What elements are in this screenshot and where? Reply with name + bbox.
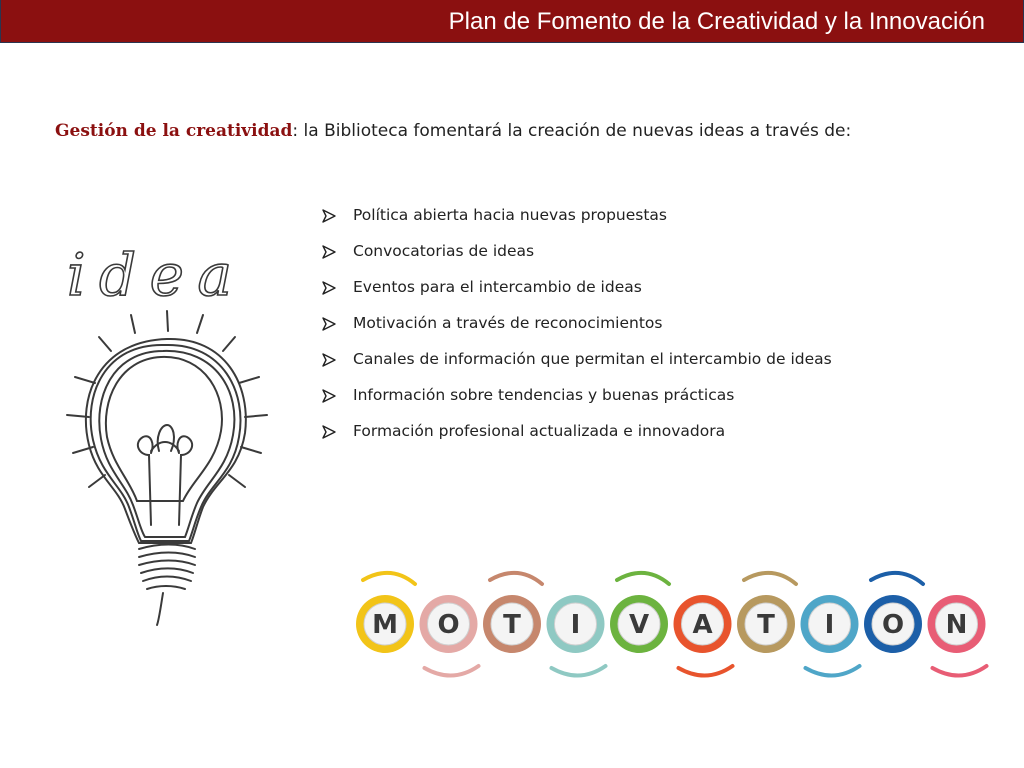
bullet-item: [322, 242, 832, 278]
bullet-text: Política abierta hacia nuevas propuestas: [353, 206, 667, 224]
motivation-letter: T: [503, 610, 521, 640]
bullet-item: [322, 386, 832, 422]
intro-line: [55, 121, 851, 141]
bullet-item: [322, 278, 832, 314]
motivation-letter-circle: [610, 573, 669, 653]
bullet-text: Eventos para el intercambio de ideas: [353, 278, 642, 296]
slide-title: Plan de Fomento de la Creatividad y la Innovación: [448, 8, 985, 35]
motivation-letter: N: [945, 610, 968, 640]
motivation-letter-circle: [420, 595, 479, 676]
bullet-text: Convocatorias de ideas: [353, 242, 535, 260]
arrowhead-bullet-icon: [322, 281, 336, 295]
arrowhead-bullet-icon: [322, 389, 336, 403]
bullet-item: [322, 350, 832, 386]
lightbulb-sketch-icon: [55, 225, 275, 635]
motivation-letter: O: [881, 610, 905, 640]
bullet-text: Canales de información que permitan el intercambio de ideas: [353, 350, 832, 368]
idea-word: idea: [67, 241, 232, 309]
bullet-item: [322, 206, 832, 242]
arrowhead-bullet-icon: [322, 209, 336, 223]
motivation-letter: M: [372, 610, 398, 640]
bullet-item: [322, 314, 832, 350]
title-bar: [0, 0, 1024, 43]
motivation-letter-circle: [356, 573, 415, 653]
arrowhead-bullet-icon: [322, 425, 336, 439]
motivation-letter: I: [570, 610, 581, 640]
bullet-item: [322, 422, 832, 458]
arrowhead-bullet-icon: [322, 245, 336, 259]
motivation-letter-circle: [547, 595, 606, 676]
motivation-letter-circle: [864, 573, 923, 653]
motivation-letter: O: [437, 610, 460, 640]
motivation-letter: T: [757, 610, 775, 640]
arrowhead-bullet-icon: [322, 353, 336, 367]
motivation-graphic: [355, 548, 995, 688]
motivation-letter-circle: [801, 595, 860, 676]
bullet-text: Información sobre tendencias y buenas prácticas: [353, 386, 735, 404]
bullet-text: Formación profesional actualizada e innovadora: [353, 422, 726, 440]
motivation-letter: A: [692, 610, 713, 640]
motivation-letter-circle: [737, 573, 796, 653]
arrowhead-bullet-icon: [322, 317, 336, 331]
motivation-letter-circle: [483, 573, 542, 653]
bullet-list: [322, 206, 832, 458]
motivation-letter-circle: [928, 595, 987, 676]
bullet-text: Motivación a través de reconocimientos: [353, 314, 663, 332]
motivation-letter: I: [824, 610, 835, 640]
motivation-letter: V: [628, 610, 650, 640]
intro-term: Gestión de la creatividad: [55, 121, 293, 141]
motivation-letter-circle: [674, 595, 733, 676]
intro-text: : la Biblioteca fomentará la creación de nuevas ideas a través de:: [292, 121, 852, 141]
